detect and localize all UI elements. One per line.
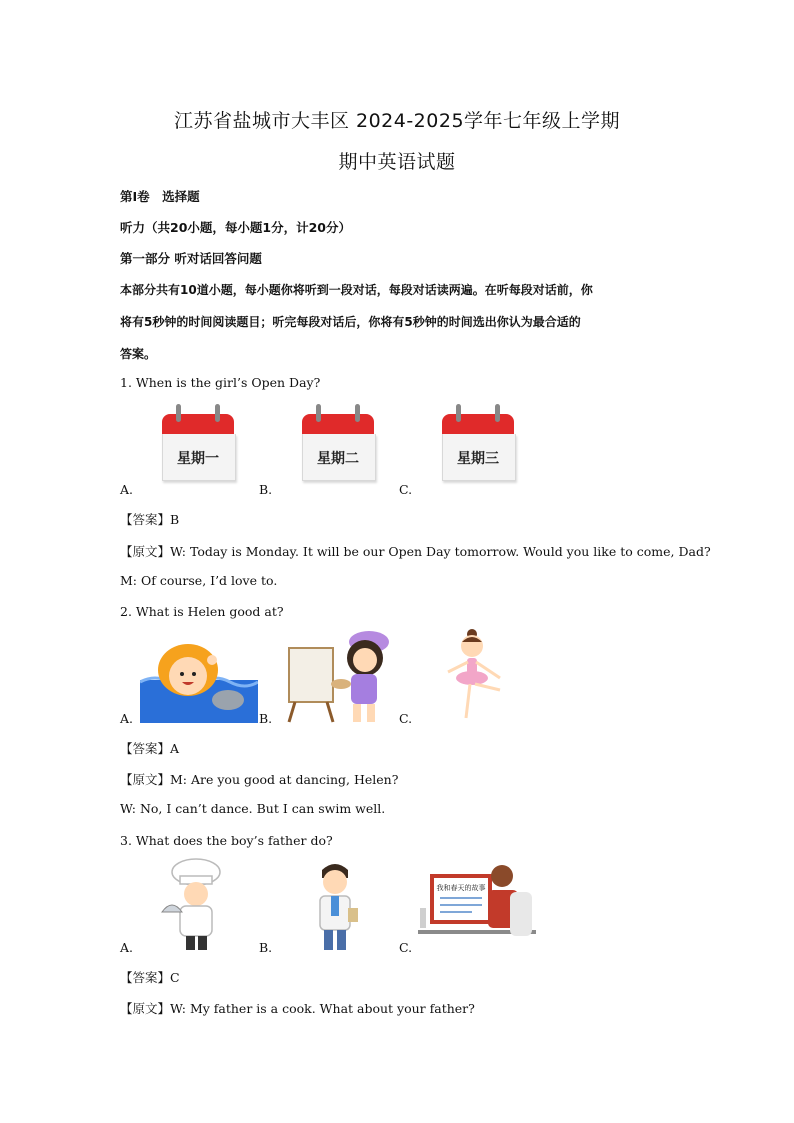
calendar-label: 星期一 xyxy=(177,451,219,467)
question-2-stem: 2. What is Helen good at? xyxy=(120,604,284,619)
listening-heading: 听力（共20小题，每小题1分，计20分） xyxy=(120,220,351,235)
question-2-transcript-line-2: W: No, I can’t dance. But I can swim well. xyxy=(120,801,386,816)
question-3-transcript-line-1: 【原文】W: My father is a cook. What about your father? xyxy=(120,1001,475,1016)
question-3-option-c: C. xyxy=(399,940,413,955)
question-1-transcript-line-1: 【原文】W: Today is Monday. It will be our Open Day tomorrow. Would you like to come, Dad? xyxy=(120,544,711,559)
instructions-line-3: 答案。 xyxy=(120,347,157,361)
question-3-answer: 【答案】C xyxy=(120,970,180,985)
question-2-transcript-line-1: 【原文】M: Are you good at dancing, Helen? xyxy=(120,772,399,787)
question-1-transcript-line-2: M: Of course, I’d love to. xyxy=(120,573,278,588)
calendar-wednesday-icon xyxy=(442,404,514,482)
question-2-answer: 【答案】A xyxy=(120,741,180,756)
volume-heading: 第I卷 选择题 xyxy=(120,189,200,204)
question-2-option-c: C. xyxy=(399,711,413,726)
question-1-stem: 1. When is the girl’s Open Day? xyxy=(120,375,321,390)
question-1-option-b: B. xyxy=(259,482,273,497)
screen-title: 我和春天的故事 xyxy=(436,884,486,892)
exam-title-line-2: 期中英语试题 xyxy=(338,151,456,173)
swimming-girl-image xyxy=(140,630,258,723)
calendar-monday-icon xyxy=(162,404,234,482)
chef-image xyxy=(160,858,232,951)
question-2-option-a: A. xyxy=(120,711,134,726)
painting-girl-image xyxy=(285,630,390,723)
instructions-line-2: 将有5秒钟的时间阅读题目；听完每段对话后，你将有5秒钟的时间选出你认为最合适的 xyxy=(120,315,581,329)
instructions-line-1: 本部分共有10道小题，每小题你将听到一段对话，每段对话读两遍。在听每段对话前，你 xyxy=(120,283,593,297)
question-3-stem: 3. What does the boy’s father do? xyxy=(120,833,333,848)
question-2-option-b: B. xyxy=(259,711,273,726)
ballet-dancer-image xyxy=(440,628,510,721)
calendar-label: 星期三 xyxy=(457,451,499,467)
part1-heading: 第一部分 听对话回答问题 xyxy=(120,251,262,266)
question-1-answer: 【答案】B xyxy=(120,512,180,527)
calendar-tuesday-icon xyxy=(302,404,374,482)
question-3-option-b: B. xyxy=(259,940,273,955)
exam-title-line-1: 江苏省盐城市大丰区 2024-2025学年七年级上学期 xyxy=(173,110,621,132)
question-3-option-a: A. xyxy=(120,940,134,955)
doctor-image xyxy=(302,858,368,951)
calendar-label: 星期二 xyxy=(317,451,359,467)
question-1-option-a: A. xyxy=(120,482,134,497)
question-1-option-c: C. xyxy=(399,482,413,497)
writer-at-computer-image xyxy=(418,858,536,951)
